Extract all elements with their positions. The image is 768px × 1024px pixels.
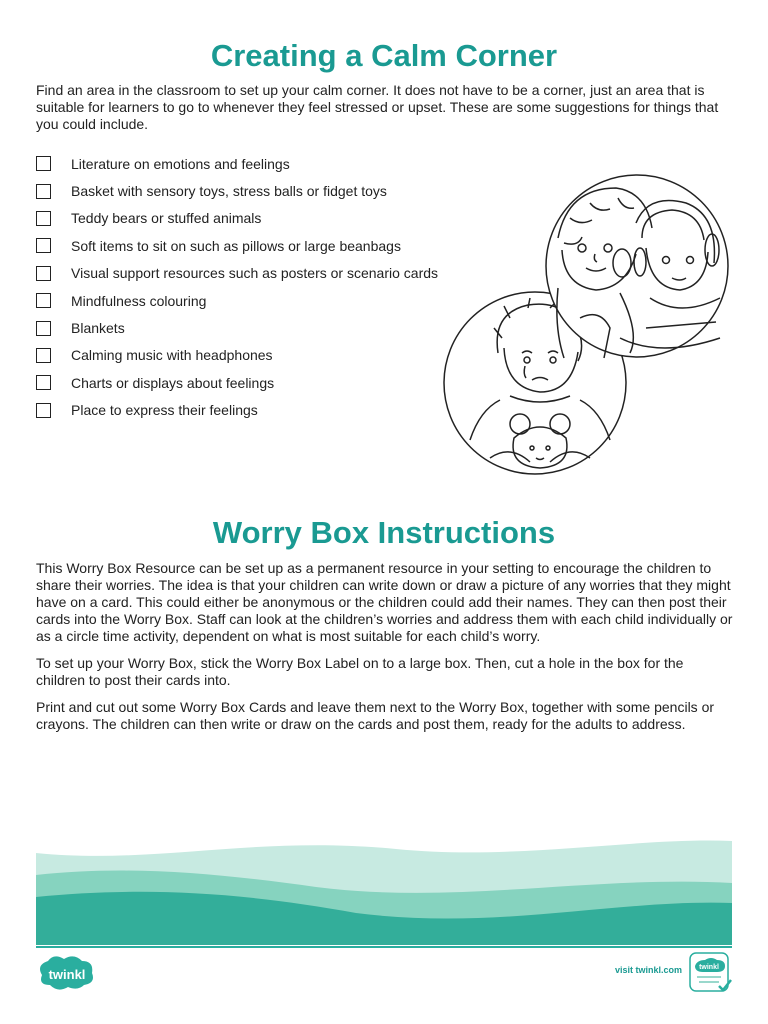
- checklist-item-label: Visual support resources such as posters or scenario cards: [71, 265, 439, 282]
- checkbox-icon[interactable]: [36, 184, 51, 199]
- checklist-item[interactable]: [36, 369, 438, 396]
- checklist-item[interactable]: [36, 314, 438, 341]
- checkbox-icon[interactable]: [36, 156, 51, 171]
- checklist-item[interactable]: [36, 342, 438, 369]
- worry-box-title: Worry Box Instructions: [212, 515, 556, 550]
- checkbox-icon[interactable]: [36, 238, 51, 253]
- checklist-item[interactable]: [36, 260, 438, 287]
- checklist-item[interactable]: [36, 205, 438, 232]
- checklist-item-label: Basket with sensory toys, stress balls or fidget toys: [71, 183, 387, 200]
- worry-box-paragraph: Print and cut out some Worry Box Cards and leave them next to the Worry Box, together with some pencils or crayons. The children can then write or draw on the cards and post them, ready for the adults to address.: [36, 699, 715, 732]
- checkbox-icon[interactable]: [36, 321, 51, 336]
- checklist-item-label: Blankets: [71, 320, 125, 337]
- checklist-item[interactable]: [36, 397, 438, 424]
- twinkl-logo[interactable]: [36, 955, 98, 991]
- badge-text: twinkl: [699, 964, 719, 971]
- checklist-item-label: Teddy bears or stuffed animals: [71, 210, 262, 227]
- quality-badge-icon: [689, 952, 733, 994]
- checklist-item[interactable]: [36, 232, 438, 259]
- checklist-item-label: Charts or displays about feelings: [71, 374, 275, 391]
- suggestion-checklist: [36, 150, 438, 424]
- checklist-item-label: Mindfulness colouring: [71, 292, 207, 309]
- checkbox-icon[interactable]: [36, 403, 51, 418]
- footer-waves: [36, 835, 732, 945]
- checklist-item-label: Literature on emotions and feelings: [71, 155, 290, 172]
- logo-text: twinkl: [48, 967, 86, 982]
- footer-rule: [36, 946, 732, 948]
- checkbox-icon[interactable]: [36, 375, 51, 390]
- checkbox-icon[interactable]: [36, 266, 51, 281]
- worry-box-paragraph: To set up your Worry Box, stick the Worry Box Label on to a large box. Then, cut a hole in the box for the children to post their cards into.: [36, 655, 684, 688]
- checklist-item-label: Calming music with headphones: [71, 347, 273, 364]
- checklist-item[interactable]: [36, 150, 438, 177]
- checklist-item[interactable]: [36, 177, 438, 204]
- calm-corner-title: Creating a Calm Corner: [210, 38, 558, 73]
- checkbox-icon[interactable]: [36, 293, 51, 308]
- checklist-item-label: Place to express their feelings: [71, 402, 258, 419]
- checkbox-icon[interactable]: [36, 348, 51, 363]
- checkbox-icon[interactable]: [36, 211, 51, 226]
- worry-box-paragraph: This Worry Box Resource can be set up as a permanent resource in your setting to encourage the children to share their worries. The idea is that your children can write down or draw a picture of any worries that they might have on a card. This could either be anonymous or the children could add their names. They can then post their cards into the Worry Box. Staff can look at the children’s worries and address them with each child individually or as a circle time activity, dependent on what is most suitable for each child’s worry.: [36, 560, 733, 644]
- checklist-item[interactable]: [36, 287, 438, 314]
- checklist-item-label: Soft items to sit on such as pillows or large beanbags: [71, 237, 401, 254]
- visit-link[interactable]: visit twinkl.com: [614, 965, 682, 975]
- calm-corner-intro: Find an area in the classroom to set up your calm corner. It does not have to be a corner, just an area that is suitable for learners to go to whenever they feel stressed or upset. These are some suggestions for things that you could include.: [36, 82, 719, 132]
- children-illustration: [440, 168, 740, 478]
